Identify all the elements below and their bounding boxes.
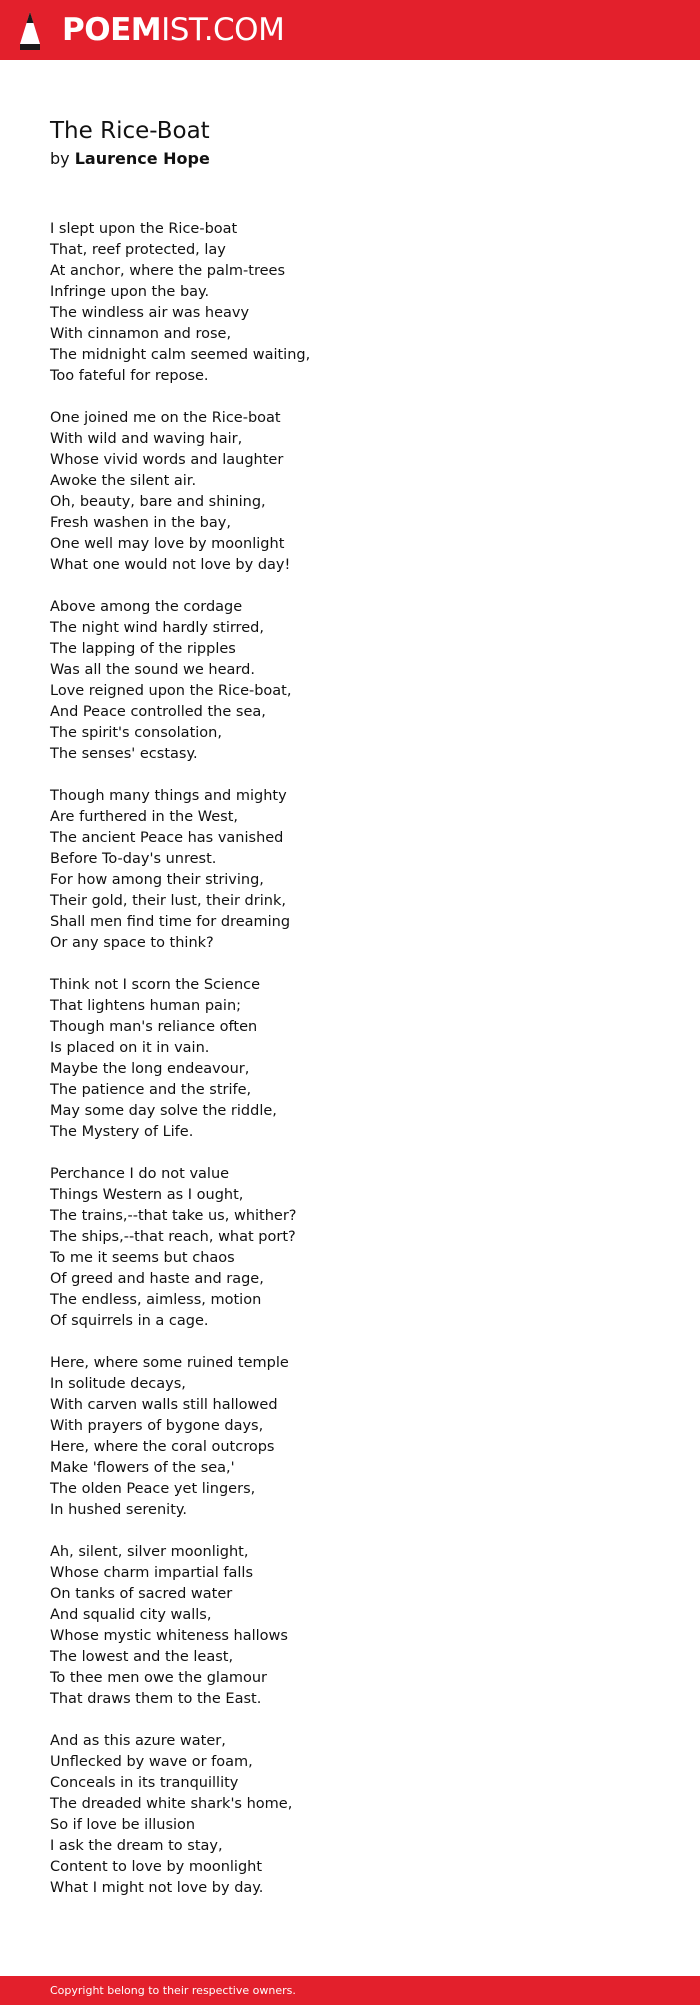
byline-label: by bbox=[50, 149, 70, 168]
poem-line: With carven walls still hallowed bbox=[50, 1397, 278, 1413]
poem-line: To me it seems but chaos bbox=[50, 1250, 235, 1266]
stanza bbox=[50, 1164, 650, 1332]
poem-line: The lowest and the least, bbox=[50, 1649, 234, 1665]
poem-line: And squalid city walls, bbox=[50, 1607, 212, 1623]
author-name: Laurence Hope bbox=[74, 149, 210, 168]
poem-line: In solitude decays, bbox=[50, 1376, 186, 1392]
poem-line: Ah, silent, silver moonlight, bbox=[50, 1544, 249, 1560]
poem-line: At anchor, where the palm-trees bbox=[50, 263, 285, 279]
poem-line: Too fateful for repose. bbox=[50, 368, 209, 384]
site-header bbox=[0, 0, 700, 60]
poem-title: The Rice-Boat bbox=[50, 118, 210, 144]
poem-line: And Peace controlled the sea, bbox=[50, 704, 266, 720]
poem-line: Or any space to think? bbox=[50, 935, 214, 951]
poem-line: Above among the cordage bbox=[50, 599, 243, 615]
poem-line: The endless, aimless, motion bbox=[50, 1292, 262, 1308]
poem-line: The ancient Peace has vanished bbox=[50, 830, 284, 846]
poem-line: Are furthered in the West, bbox=[50, 809, 239, 825]
poem-line: The Mystery of Life. bbox=[50, 1124, 194, 1140]
poem-line: I ask the dream to stay, bbox=[50, 1838, 223, 1854]
poem-line: Here, where some ruined temple bbox=[50, 1355, 289, 1371]
poem-line: What I might not love by day. bbox=[50, 1880, 264, 1896]
poem-line: Whose mystic whiteness hallows bbox=[50, 1628, 288, 1644]
poem-line: The olden Peace yet lingers, bbox=[50, 1481, 256, 1497]
poem-line: One well may love by moonlight bbox=[50, 536, 285, 552]
logo-text-bold: POEM bbox=[62, 12, 162, 48]
poem-heading bbox=[50, 114, 210, 170]
site-logo[interactable] bbox=[62, 10, 284, 50]
poem-line: One joined me on the Rice-boat bbox=[50, 410, 281, 426]
poem-line: And as this azure water, bbox=[50, 1733, 226, 1749]
poem-line: For how among their striving, bbox=[50, 872, 264, 888]
poem-line: That, reef protected, lay bbox=[50, 242, 226, 258]
poem-line: The midnight calm seemed waiting, bbox=[50, 347, 311, 363]
poem-line: Think not I scorn the Science bbox=[50, 977, 261, 993]
poem-line: That lightens human pain; bbox=[50, 998, 242, 1014]
poem-line: Though many things and mighty bbox=[50, 788, 287, 804]
poem-line: Shall men find time for dreaming bbox=[50, 914, 291, 930]
poem-line: The windless air was heavy bbox=[50, 305, 250, 321]
poem-line: Though man's reliance often bbox=[50, 1019, 258, 1035]
poem-line: Content to love by moonlight bbox=[50, 1859, 263, 1875]
stanza bbox=[50, 1353, 650, 1521]
logo-text-light: IST.COM bbox=[161, 12, 285, 48]
poem-line: Conceals in its tranquillity bbox=[50, 1775, 239, 1791]
poem-line: That draws them to the East. bbox=[50, 1691, 262, 1707]
poem-line: Make 'flowers of the sea,' bbox=[50, 1460, 235, 1476]
poem-line: Things Western as I ought, bbox=[50, 1187, 244, 1203]
poem-line: On tanks of sacred water bbox=[50, 1586, 233, 1602]
poem-line: Here, where the coral outcrops bbox=[50, 1439, 275, 1455]
poem-line: With cinnamon and rose, bbox=[50, 326, 232, 342]
poem-line: So if love be illusion bbox=[50, 1817, 196, 1833]
byline bbox=[50, 148, 210, 170]
stanza bbox=[50, 786, 650, 954]
poem-line: To thee men owe the glamour bbox=[50, 1670, 267, 1686]
poem-line: Maybe the long endeavour, bbox=[50, 1061, 250, 1077]
poem-line: The trains,--that take us, whither? bbox=[50, 1208, 297, 1224]
poem-line: In hushed serenity. bbox=[50, 1502, 187, 1518]
poem-line: The lapping of the ripples bbox=[50, 641, 236, 657]
stanza bbox=[50, 1731, 650, 1899]
poem-line: Love reigned upon the Rice-boat, bbox=[50, 683, 292, 699]
stanza bbox=[50, 219, 650, 387]
copyright-notice: Copyright belong to their respective owners. bbox=[50, 1984, 296, 1997]
poem-line: The ships,--that reach, what port? bbox=[50, 1229, 296, 1245]
site-footer bbox=[0, 1976, 700, 2005]
stanza bbox=[50, 975, 650, 1143]
pencil-tip-icon[interactable] bbox=[18, 10, 42, 52]
poem-line: Fresh washen in the bay, bbox=[50, 515, 231, 531]
poem-line: Awoke the silent air. bbox=[50, 473, 197, 489]
poem-body bbox=[50, 219, 650, 1920]
poem-line: Is placed on it in vain. bbox=[50, 1040, 210, 1056]
poem-line: Perchance I do not value bbox=[50, 1166, 230, 1182]
poem-line: With wild and waving hair, bbox=[50, 431, 243, 447]
poem-line: Their gold, their lust, their drink, bbox=[50, 893, 286, 909]
poem-line: Before To-day's unrest. bbox=[50, 851, 217, 867]
poem-line: With prayers of bygone days, bbox=[50, 1418, 264, 1434]
poem-line: Whose vivid words and laughter bbox=[50, 452, 284, 468]
poem-line: Whose charm impartial falls bbox=[50, 1565, 254, 1581]
poem-line: Oh, beauty, bare and shining, bbox=[50, 494, 266, 510]
poem-line: Unflecked by wave or foam, bbox=[50, 1754, 253, 1770]
poem-line: Infringe upon the bay. bbox=[50, 284, 210, 300]
poem-line: What one would not love by day! bbox=[50, 557, 291, 573]
poem-line: May some day solve the riddle, bbox=[50, 1103, 277, 1119]
stanza bbox=[50, 1542, 650, 1710]
poem-line: I slept upon the Rice-boat bbox=[50, 221, 238, 237]
stanza bbox=[50, 408, 650, 576]
poem-line: The dreaded white shark's home, bbox=[50, 1796, 293, 1812]
poem-line: The senses' ecstasy. bbox=[50, 746, 198, 762]
poem-line: The spirit's consolation, bbox=[50, 725, 222, 741]
poem-line: Was all the sound we heard. bbox=[50, 662, 255, 678]
poem-line: The patience and the strife, bbox=[50, 1082, 252, 1098]
poem-line: The night wind hardly stirred, bbox=[50, 620, 264, 636]
poem-line: Of greed and haste and rage, bbox=[50, 1271, 264, 1287]
stanza bbox=[50, 597, 650, 765]
poem-line: Of squirrels in a cage. bbox=[50, 1313, 209, 1329]
